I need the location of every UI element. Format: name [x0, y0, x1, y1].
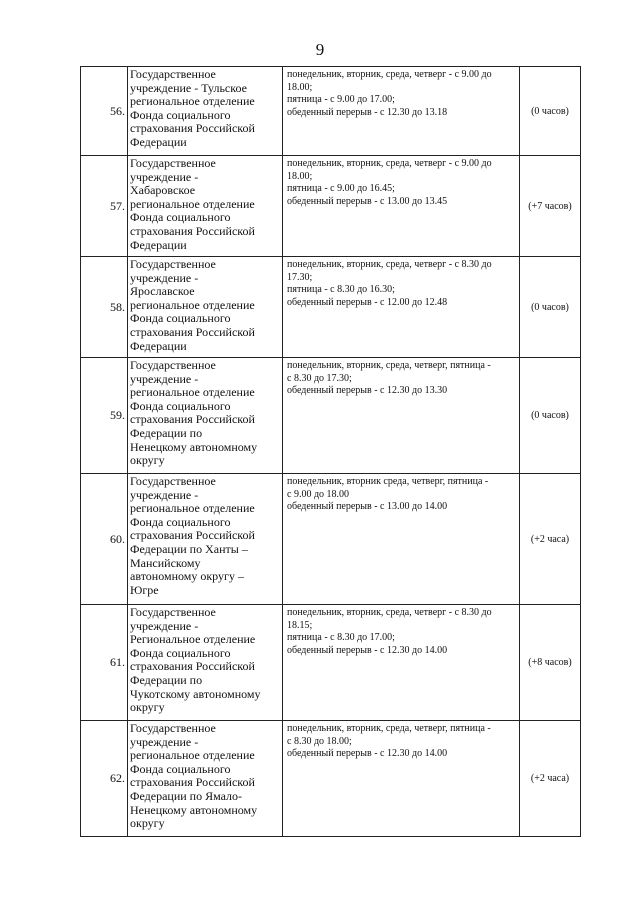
timezone-offset: (+7 часов) — [520, 156, 581, 257]
schedule-cell — [283, 257, 520, 358]
office-name-line: Фонда социального — [130, 398, 231, 413]
schedule-line: 18.00; — [287, 170, 313, 182]
office-name-line: округу — [130, 816, 165, 831]
schedule-line: обеденный перерыв - с 13.00 до 13.45 — [287, 195, 448, 207]
schedule-line: пятница - с 9.00 до 16.45; — [287, 183, 395, 195]
table-row — [81, 67, 581, 156]
office-name-line: Федерации — [130, 338, 187, 353]
schedule-line: понедельник, вторник среда, четверг, пятница - — [287, 476, 489, 487]
office-name-line: Мансийскому — [130, 555, 201, 570]
schedule-line: обеденный перерыв - с 12.30 до 13.18 — [287, 106, 448, 118]
office-name-line: Югре — [130, 582, 159, 597]
office-name-cell — [128, 721, 283, 837]
timezone-offset: (0 часов) — [520, 257, 581, 358]
schedule-line: понедельник, вторник, среда, четверг, пятница - — [287, 360, 491, 371]
office-name-line: страхования Российской — [130, 528, 255, 543]
table-row — [81, 605, 581, 721]
schedule-line: понедельник, вторник, среда, четверг - с 9.00 до — [287, 69, 492, 80]
office-name-line: региональное отделение — [130, 297, 255, 312]
schedule-line: 17.30; — [287, 271, 313, 283]
row-number: 57. — [81, 156, 128, 257]
table-row — [81, 721, 581, 837]
schedule-line: обеденный перерыв - с 12.30 до 14.00 — [287, 748, 448, 760]
office-name-line: Государственное — [130, 721, 216, 735]
office-name-line: Ненецкому автономному — [130, 439, 258, 454]
row-number: 58. — [81, 257, 128, 358]
office-name-line: Федерации по — [130, 672, 203, 687]
office-name-line: Фонда социального — [130, 210, 231, 225]
schedule-line: обеденный перерыв - с 12.00 до 12.48 — [287, 296, 448, 308]
office-name-line: страхования Российской — [130, 121, 255, 136]
table-row — [81, 474, 581, 605]
office-name-line: страхования Российской — [130, 412, 255, 427]
office-name-cell — [128, 474, 283, 605]
schedule-cell — [283, 358, 520, 474]
office-name-line: Государственное — [130, 156, 216, 170]
row-number: 56. — [81, 67, 128, 156]
office-name-line: Региональное отделение — [130, 632, 256, 647]
office-name-cell — [128, 358, 283, 474]
schedule-cell — [283, 605, 520, 721]
office-name-cell — [128, 67, 283, 156]
office-name-line: учреждение - — [130, 270, 199, 285]
office-name-line: округу — [130, 700, 165, 715]
schedule-cell — [283, 474, 520, 605]
timezone-offset: (0 часов) — [520, 358, 581, 474]
office-name-line: страхования Российской — [130, 775, 255, 790]
office-name-line: учреждение - — [130, 487, 199, 502]
office-name-line: Федерации по Ямало- — [130, 788, 243, 803]
table-row — [81, 358, 581, 474]
schedule-line: пятница - с 9.00 до 17.00; — [287, 94, 395, 106]
office-name-line: учреждение - — [130, 169, 199, 184]
office-name-line: региональное отделение — [130, 501, 255, 516]
schedule-line: понедельник, вторник, среда, четверг, пятница - — [287, 723, 491, 734]
office-name-line: Фонда социального — [130, 107, 231, 122]
schedule-cell — [283, 721, 520, 837]
table-row — [81, 257, 581, 358]
office-name-line: Фонда социального — [130, 761, 231, 776]
schedule-line: с 8.30 до 18.00; — [287, 735, 352, 747]
office-name-line: округу — [130, 453, 165, 468]
timezone-offset: (+8 часов) — [520, 605, 581, 721]
timezone-offset: (+2 часа) — [520, 721, 581, 837]
office-name-line: учреждение - Тульское — [130, 80, 247, 95]
office-name-line: Чукотскому автономному — [130, 686, 261, 701]
office-name-line: Федерации — [130, 134, 187, 149]
office-name-line: учреждение - — [130, 371, 199, 386]
office-name-line: учреждение - — [130, 734, 199, 749]
office-name-cell — [128, 257, 283, 358]
office-name-line: региональное отделение — [130, 94, 255, 109]
office-name-line: Ненецкому автономному — [130, 802, 258, 817]
row-number: 61. — [81, 605, 128, 721]
schedule-line: понедельник, вторник, среда, четверг - с 9.00 до — [287, 158, 492, 169]
schedule-line: понедельник, вторник, среда, четверг - с 8.30 до — [287, 607, 492, 618]
office-name-line: региональное отделение — [130, 196, 255, 211]
office-name-line: страхования Российской — [130, 223, 255, 238]
schedule-cell — [283, 156, 520, 257]
schedule-line: 18.15; — [287, 619, 313, 631]
office-name-line: Федерации по — [130, 425, 203, 440]
office-name-line: Хабаровское — [130, 183, 196, 198]
schedule-line: понедельник, вторник, среда, четверг - с 8.30 до — [287, 259, 492, 270]
office-name-line: Фонда социального — [130, 311, 231, 326]
schedule-line: 18.00; — [287, 81, 313, 93]
schedule-line: обеденный перерыв - с 12.30 до 14.00 — [287, 644, 448, 656]
office-name-line: учреждение - — [130, 618, 199, 633]
office-name-line: Государственное — [130, 474, 216, 488]
row-number: 60. — [81, 474, 128, 605]
office-name-line: региональное отделение — [130, 385, 255, 400]
office-name-line: страхования Российской — [130, 324, 255, 339]
office-name-cell — [128, 605, 283, 721]
timezone-offset: (+2 часа) — [520, 474, 581, 605]
office-name-line: Фонда социального — [130, 645, 231, 660]
schedule-line: обеденный перерыв - с 12.30 до 13.30 — [287, 385, 448, 397]
page-number: 9 — [315, 40, 325, 59]
office-name-line: автономному округу – — [130, 569, 244, 584]
office-name-cell — [128, 156, 283, 257]
schedule-line: пятница - с 8.30 до 17.00; — [287, 632, 395, 644]
schedule-line: с 8.30 до 17.30; — [287, 372, 352, 384]
office-name-line: Ярославское — [130, 284, 195, 299]
office-name-line: Государственное — [130, 605, 216, 619]
office-name-line: Федерации по Ханты – — [130, 541, 248, 556]
row-number: 59. — [81, 358, 128, 474]
row-number: 62. — [81, 721, 128, 837]
office-name-line: Государственное — [130, 358, 216, 372]
office-name-line: страхования Российской — [130, 659, 255, 674]
table-row — [81, 156, 581, 257]
schedule-line: обеденный перерыв - с 13.00 до 14.00 — [287, 501, 448, 513]
office-name-line: региональное отделение — [130, 748, 255, 763]
offices-table — [80, 66, 581, 837]
office-name-line: Фонда социального — [130, 514, 231, 529]
timezone-offset: (0 часов) — [520, 67, 581, 156]
office-name-line: Государственное — [130, 257, 216, 271]
schedule-line: пятница - с 8.30 до 16.30; — [287, 284, 395, 296]
schedule-cell — [283, 67, 520, 156]
office-name-line: Государственное — [130, 67, 216, 81]
office-name-line: Федерации — [130, 237, 187, 252]
schedule-line: с 9.00 до 18.00 — [287, 488, 350, 500]
